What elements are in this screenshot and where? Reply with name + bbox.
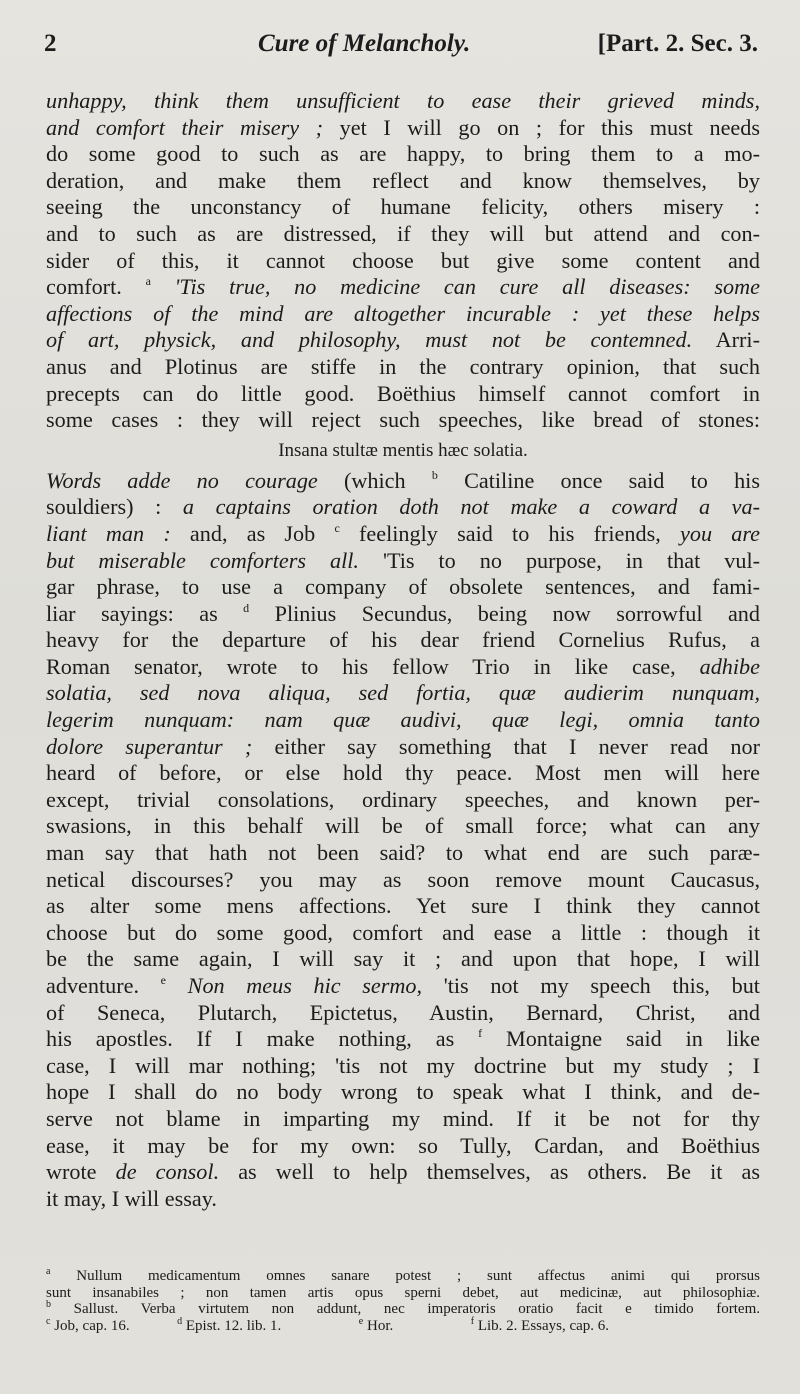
- text-line: choose but do some good, comfort and ease a little : though it: [46, 919, 760, 945]
- text-line: case, I will mar nothing; 'tis not my doctrine but my study ; I: [46, 1052, 760, 1078]
- text-line: but miserable comforters all. 'Tis to no purpose, in that vul-: [46, 547, 760, 573]
- text-line: serve not blame in imparting my mind. If it be not for thy: [46, 1105, 760, 1131]
- text-line: it may, I will essay.: [46, 1185, 217, 1211]
- text-line: adventure. $^e$ Non meus hic sermo, 'tis not my speech this, but: [46, 973, 760, 998]
- text-line: and to such as are distressed, if they will but attend and con-: [46, 220, 760, 246]
- text-line: liar sayings: as $^d$ Plinius Secundus, being now sorrowful and: [46, 600, 760, 626]
- verse-quotation: Insana stultæ mentis hæc solatia.: [278, 439, 528, 461]
- text-line: precepts can do little good. Boëthius himself cannot comfort in: [46, 380, 760, 406]
- text-line: man say that hath not been said? to what end are such paræ-: [46, 840, 760, 866]
- page-body: [46, 88, 760, 1212]
- text-line: comfort. $^a$ 'Tis true, no medicine can cure all diseases: some: [46, 274, 760, 300]
- text-line: wrote de consol. as well to help themselves, as others. Be it as: [46, 1159, 760, 1185]
- text-line: except, trivial consolations, ordinary speeches, and known per-: [46, 786, 760, 812]
- footnote-marker: f: [478, 1026, 483, 1041]
- footnotes: [46, 1268, 760, 1334]
- text-line: of Seneca, Plutarch, Epictetus, Austin, Bernard, Christ, and: [46, 999, 760, 1025]
- page-header: [44, 30, 758, 70]
- text-line: seeing the unconstancy of humane felicity, others misery :: [46, 194, 760, 220]
- text-line: solatia, sed nova aliqua, sed fortia, quæ audierim nunquam,: [46, 680, 760, 706]
- text-line: heavy for the departure of his dear friend Cornelius Rufus, a: [46, 627, 760, 653]
- text-line: dolore superantur ; either say something that I never read nor: [46, 733, 760, 759]
- footnote-row-cdef: $^c$ Job, cap. 16. $^d$ Epist. 12. lib. 1. $^e$ Hor. $^f$ Lib. 2. Essays, cap. 6.: [46, 1315, 610, 1334]
- text-line: heard of before, or else hold thy peace. Most men will here: [46, 760, 760, 786]
- text-line: swasions, in this behalf will be of small force; what can any: [46, 813, 760, 839]
- running-title: Cure of Melancholy.: [258, 30, 471, 57]
- footnote-marker: d: [243, 600, 250, 615]
- text-line: affections of the mind are altogether incurable : yet these helps: [46, 300, 760, 326]
- text-line: Words adde no courage (which $^b$ Catiline once said to his: [46, 467, 760, 493]
- text-line: his apostles. If I make nothing, as $^f$ Montaigne said in like: [46, 1026, 760, 1052]
- text-line: of art, physick, and philosophy, must not be contemned. Arri-: [46, 327, 760, 353]
- page-number: 2: [44, 30, 57, 57]
- text-line: anus and Plotinus are stiffe in the contrary opinion, that such: [46, 353, 760, 379]
- text-line: Roman senator, wrote to his fellow Trio in like case, adhibe: [46, 653, 760, 679]
- text-line: some cases : they will reject such speeches, like bread of stones:: [46, 407, 760, 433]
- text-line: deration, and make them reflect and know themselves, by: [46, 167, 760, 193]
- text-line: sider of this, it cannot choose but give some content and: [46, 247, 760, 273]
- section-reference: [Part. 2. Sec. 3.: [597, 30, 758, 57]
- text-line: gar phrase, to use a company of obsolete sentences, and fami-: [46, 574, 760, 600]
- footnote-b: $^b$ Sallust. Verba virtutem non addunt, nec imperatoris oratio facit e timido fortem.: [46, 1299, 760, 1317]
- footnote-a-continued: sunt insanabiles ; non tamen artis opus sperni debet, aut medicinæ, aut philosophiæ.: [46, 1284, 760, 1301]
- footnote-marker: c: [334, 520, 340, 535]
- text-line: and comfort their misery ; yet I will go on ; for this must needs: [46, 114, 760, 140]
- text-line: souldiers) : a captains oration doth not make a coward a va-: [46, 494, 760, 520]
- text-line: liant man : and, as Job $^c$ feelingly said to his friends, you are: [46, 520, 760, 546]
- text-line: ease, it may be for my own: so Tully, Cardan, and Boëthius: [46, 1132, 760, 1158]
- footnote-a: $^a$ Nullum medicamentum omnes sanare potest ; sunt affectus animi qui prorsus: [46, 1266, 760, 1284]
- text-line: as alter some mens affections. Yet sure I think they cannot: [46, 893, 760, 919]
- text-line: hope I shall do no body wrong to speak what I think, and de-: [46, 1079, 760, 1105]
- text-line: do some good to such as are happy, to bring them to a mo-: [46, 141, 760, 167]
- text-line: unhappy, think them unsufficient to ease their grieved minds,: [46, 88, 760, 113]
- footnote-marker: e: [160, 973, 166, 987]
- footnote-marker: a: [145, 274, 151, 289]
- footnote-marker: b: [431, 467, 438, 482]
- text-line: netical discourses? you may as soon remove mount Caucasus,: [46, 866, 760, 892]
- text-line: be the same again, I will say it ; and upon that hope, I will: [46, 946, 760, 972]
- text-line: legerim nunquam: nam quæ audivi, quæ legi, omnia tanto: [46, 707, 760, 733]
